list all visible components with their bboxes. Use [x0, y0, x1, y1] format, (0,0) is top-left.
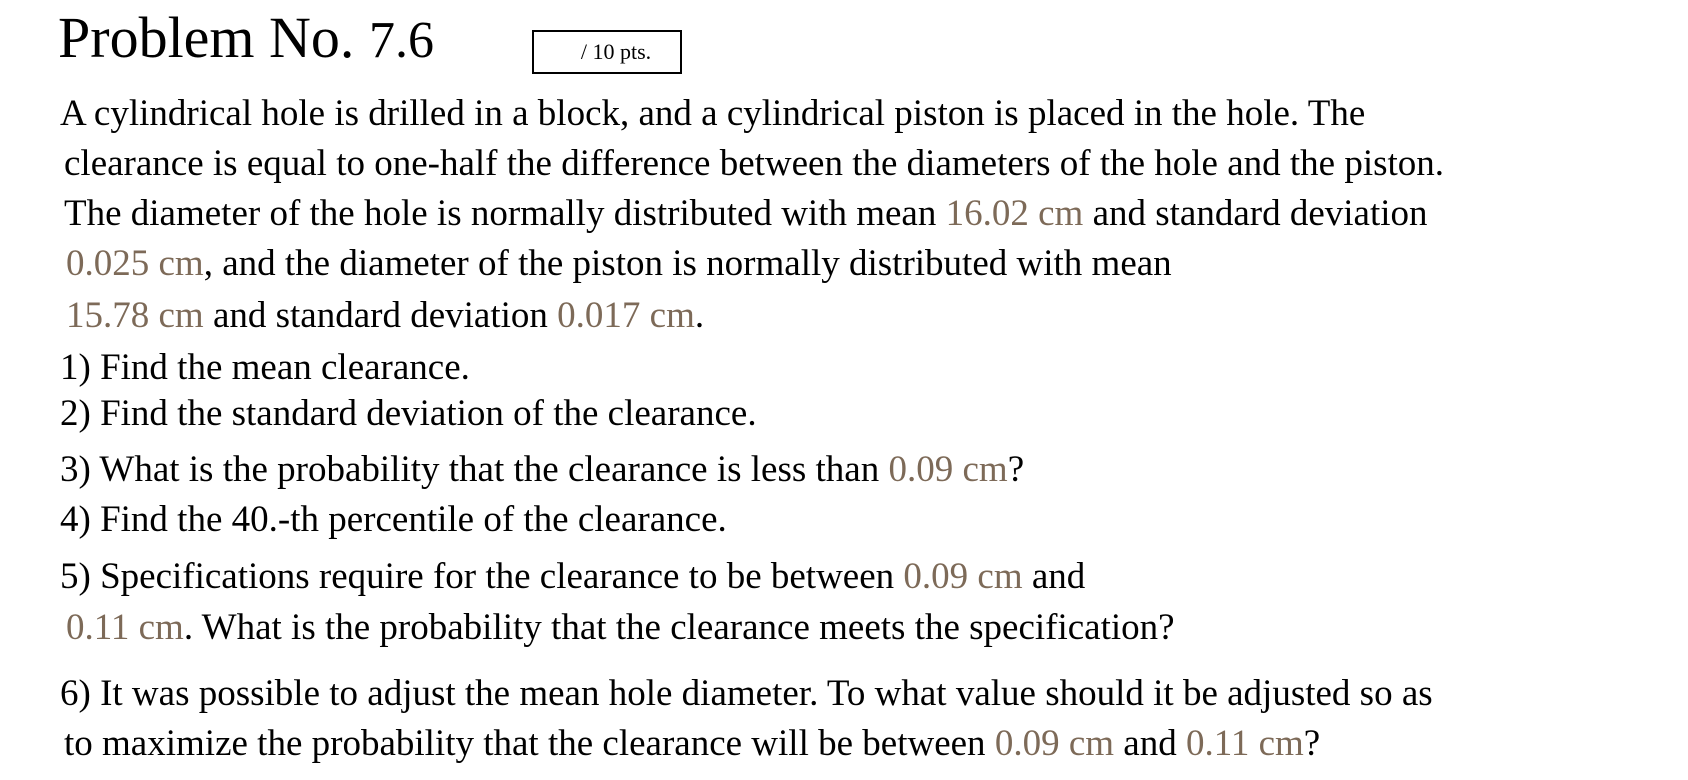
- question-text: and: [1022, 556, 1086, 597]
- title-prefix: Problem No.: [58, 5, 369, 70]
- problem-line-4: [66, 242, 1172, 286]
- piston-mean-value: 15.78 cm: [66, 295, 204, 336]
- question-5: [60, 555, 1085, 599]
- question-text: to maximize the probability that the clearance will be between: [64, 723, 995, 764]
- question-text: ?: [1303, 723, 1321, 764]
- q6-high-value: 0.11 cm: [1185, 723, 1304, 764]
- title-number: 7.6: [368, 12, 434, 69]
- hole-mean-value: 16.02 cm: [945, 193, 1084, 234]
- q3-value: 0.09 cm: [888, 449, 1008, 490]
- problem-line-5: [66, 294, 704, 338]
- question-text: 3) What is the probability that the clearance is less than: [60, 449, 889, 490]
- question-6: 6) It was possible to adjust the mean hole diameter. To what value should it be adjusted so as: [60, 673, 1433, 714]
- question-4: 4) Find the 40.-th percentile of the clearance.: [60, 499, 727, 540]
- q6-low-value: 0.09 cm: [994, 723, 1115, 764]
- q5-low-value: 0.09 cm: [903, 556, 1023, 597]
- problem-line-1: A cylindrical hole is drilled in a block, and a cylindrical piston is placed in the hole. The: [60, 93, 1366, 134]
- question-text: and: [1114, 723, 1186, 764]
- problem-text: and standard deviation: [203, 295, 558, 336]
- question-text: 5) Specifications require for the clearance to be between: [60, 556, 904, 597]
- question-text: ?: [1007, 449, 1025, 490]
- problem-text: , and the diameter of the piston is normally distributed with mean: [203, 243, 1172, 284]
- problem-title: [58, 2, 434, 77]
- problem-text: .: [694, 295, 705, 336]
- question-3: [60, 448, 1024, 492]
- points-box[interactable]: / 10 pts.: [532, 30, 682, 74]
- problem-text: and standard deviation: [1083, 193, 1428, 234]
- problem-text: The diameter of the hole is normally distributed with mean: [64, 193, 946, 234]
- q5-high-value: 0.11 cm: [66, 607, 184, 648]
- piston-sd-value: 0.017 cm: [557, 295, 695, 336]
- hole-sd-value: 0.025 cm: [66, 243, 204, 284]
- question-text: . What is the probability that the clearance meets the specification?: [183, 607, 1175, 648]
- question-6-cont: [64, 722, 1320, 766]
- question-1: 1) Find the mean clearance.: [60, 347, 470, 388]
- question-5-cont: [66, 606, 1175, 650]
- problem-line-2: clearance is equal to one-half the difference between the diameters of the hole and the piston.: [64, 143, 1445, 184]
- question-2: 2) Find the standard deviation of the clearance.: [60, 393, 757, 434]
- problem-line-3: [64, 192, 1428, 236]
